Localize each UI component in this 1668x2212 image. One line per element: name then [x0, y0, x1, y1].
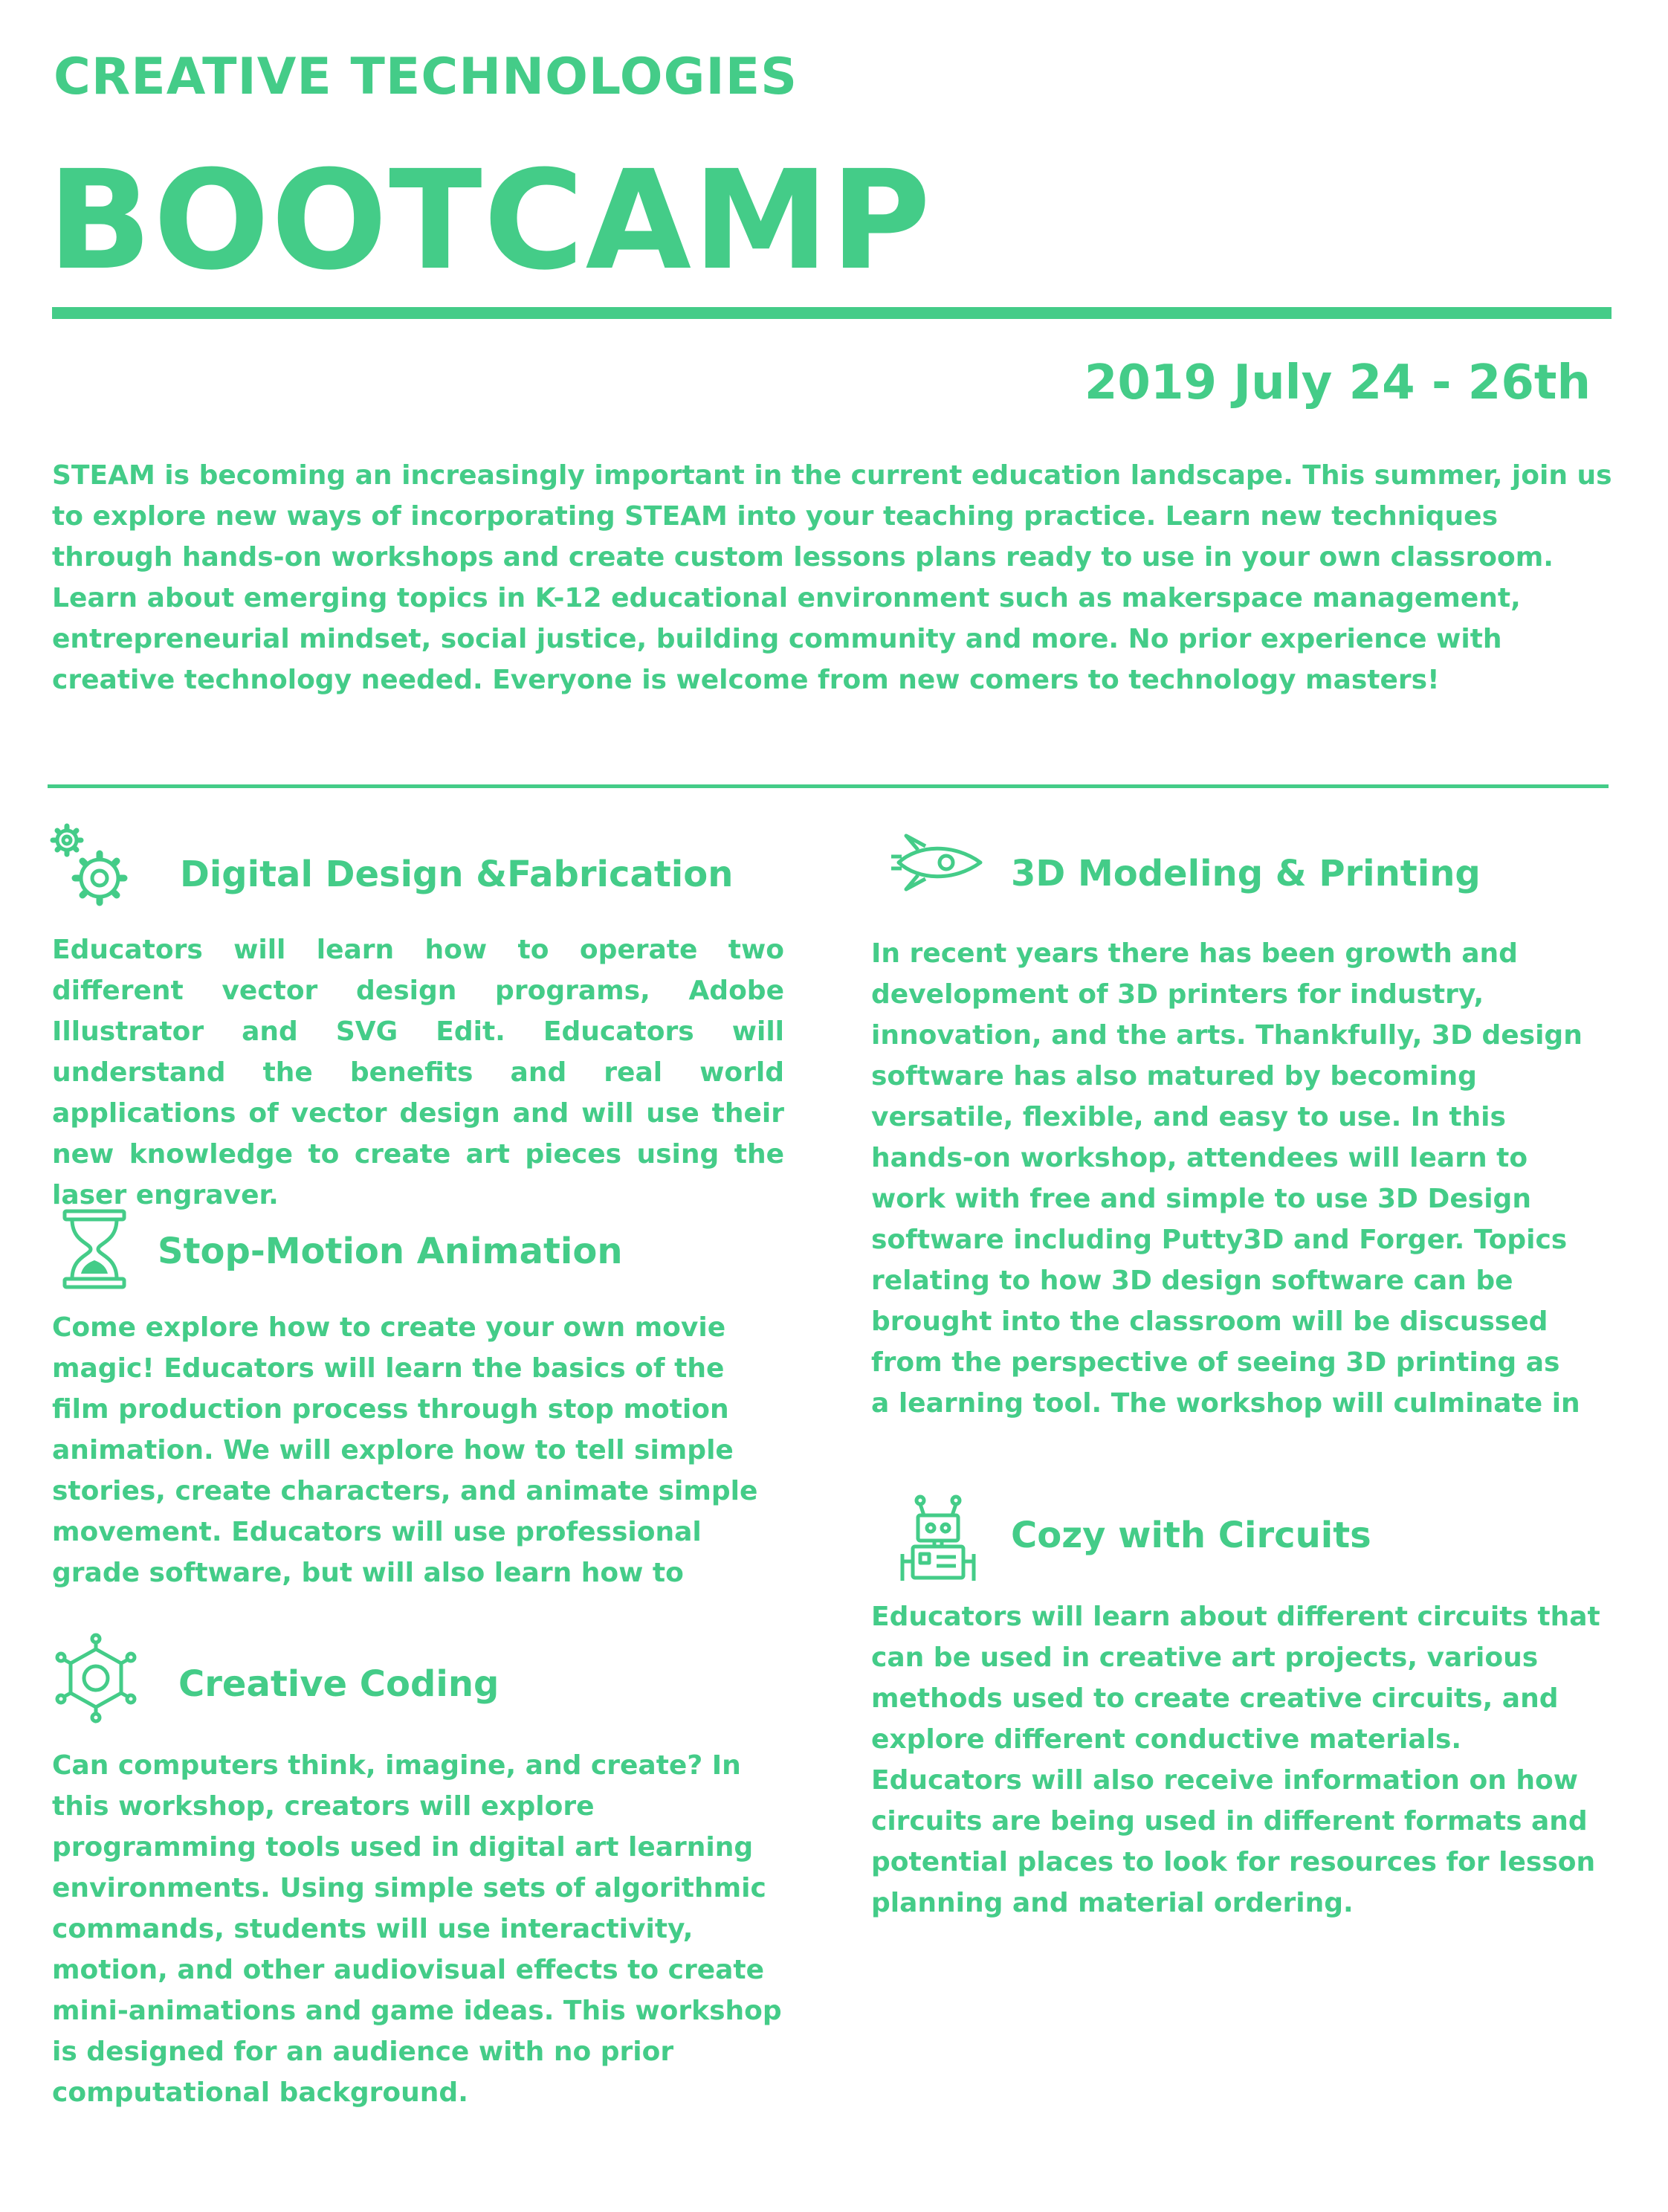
workshop-title-cozy-circuits: Cozy with Circuits	[1011, 1515, 1371, 1556]
workshop-description-3d-modeling: In recent years there has been growth and development of 3D printers for industry, innovation, and the arts. Thankfully, 3D design software has also matured by becoming versatile, flexible, and easy to use. In this hands-on workshop, attendees will learn to work with free and simple to use 3D Design software including Putty3D and Forger. Topics relating to how 3D design software can be brought into the classroom will be discussed from the perspective of seeing 3D printing as a learning tool. The workshop will culminate in	[871, 938, 1583, 1419]
gears-icon	[49, 822, 131, 912]
kicker-title: CREATIVE TECHNOLOGIES	[54, 48, 798, 106]
workshop-title-digital-design: Digital Design &Fabrication	[180, 854, 734, 895]
page-title: BOOTCAMP	[48, 141, 932, 300]
intro-paragraph: STEAM is becoming an increasingly important in the current education landscape. This summer, join us to explore new ways of incorporating STEAM into your teaching practice. Learn new techniques through hands-on workshops and create custom lessons plans ready to use in your own classroom. Learn about emerging topics in K-12 educational environment such as makerspace management, entrepreneurial mindset, social justice, building community and more. No prior experience with creative technology needed. Everyone is welcome from new comers to technology masters!	[52, 460, 1612, 695]
workshop-description-creative-coding: Can computers think, imagine, and create? In this workshop, creators will explore programming tools used in digital art learning environments. Using simple sets of algorithmic commands, students will use interactivity, motion, and other audiovisual effects to create mini-animations and game ideas. This workshop is designed for an audience with no prior computational background.	[52, 1750, 782, 2108]
network-hub-icon	[51, 1633, 141, 1724]
workshop-title-stop-motion: Stop-Motion Animation	[158, 1231, 623, 1272]
section-divider	[48, 784, 1609, 788]
workshop-title-3d-modeling: 3D Modeling & Printing	[1011, 853, 1481, 894]
header-divider	[52, 307, 1612, 319]
workshop-description-stop-motion: Come explore how to create your own movie magic! Educators will learn the basics of the film production process through stop motion animation. We will explore how to tell simple stories, create characters, and animate simple movement. Educators will use professional grade software, but will also learn how to	[52, 1312, 758, 1588]
workshop-title-creative-coding: Creative Coding	[178, 1663, 500, 1705]
event-date: 2019 July 24 - 26th	[1084, 355, 1591, 410]
robot-icon	[899, 1494, 977, 1584]
rocket-icon	[888, 833, 985, 892]
workshop-description-cozy-circuits: Educators will learn about different circuits that can be used in creative art projects, various methods used to create creative circuits, and explore different conductive materials. Educators will also receive information on how circuits are being used in different formats and potential places to look for resources for lesson planning and material ordering.	[871, 1602, 1600, 1918]
workshop-description-digital-design: Educators will learn how to operate two different vector design programs, Adobe Illustrator and SVG Edit. Educators will understand the benefits and real world applications of vector design and will use their new knowledge to create art pieces using the laser engraver.	[52, 935, 784, 1210]
hourglass-icon	[61, 1208, 128, 1290]
